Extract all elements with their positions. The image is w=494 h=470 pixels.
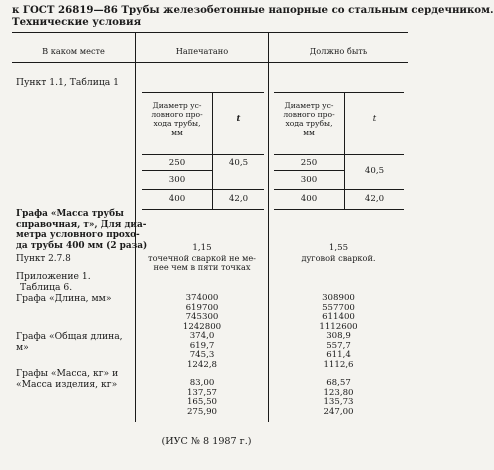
- grafa-total-length-label: Графа «Общая длина, м»: [16, 331, 123, 353]
- correct-row-250-rule: [274, 170, 344, 171]
- printed-diameter-header: Диаметр ус- ловного про- хода трубы, мм: [151, 101, 203, 137]
- printed-row-400-diam: 400: [168, 194, 186, 204]
- inner-correct-top: [274, 92, 404, 93]
- correct-row-250-diam: 250: [300, 158, 318, 168]
- inner-correct-divider: [344, 92, 345, 209]
- correct-row-250-t: 40,5: [364, 166, 385, 176]
- correct-t-header: t: [372, 114, 377, 124]
- printed-row-250-diam: 250: [168, 158, 186, 168]
- inner-printed-row-rule: [142, 189, 264, 190]
- mass-printed-list: 83,00 137,57 165,50 275,90: [186, 378, 218, 417]
- inner-printed-bottom: [142, 209, 264, 210]
- inner-correct-bottom: [274, 209, 404, 210]
- document-title: [12, 4, 494, 28]
- inner-correct-head-bottom: [274, 154, 404, 155]
- correct-mass-value: 1,55: [328, 243, 349, 253]
- inner-printed-divider: [212, 92, 213, 209]
- correct-diameter-header: Диаметр ус- ловного про- хода трубы, мм: [283, 101, 335, 137]
- column-header-printed: Напечатано: [175, 46, 229, 56]
- mass-correct-list: 68,57 123,80 135,73 247,00: [323, 378, 354, 417]
- total-correct-list: 308,9 557,7 611,4 1112,6: [323, 331, 354, 370]
- title-line-2: Технические условия: [12, 16, 142, 28]
- correct-weld-text: дуговой сваркой.: [301, 253, 376, 263]
- correct-row-400-t: 42,0: [364, 194, 385, 204]
- footer-note: (ИУС № 8 1987 г.): [161, 436, 252, 447]
- header-bottom-rule: [12, 62, 408, 63]
- printed-row-250-rule: [142, 170, 212, 171]
- total-printed-list: 374,0 619,7 745,3 1242,8: [186, 331, 218, 370]
- point-2-7-8-label: Пункт 2.7.8: [16, 254, 71, 264]
- grafa-mass-kg-label: Графы «Масса, кг» и «Масса изделия, кг»: [16, 368, 119, 390]
- grafa-mass-label: Графа «Масса трубы справочная, т», Для диа- метра условного прохо- да трубы 400 мм (2 раза): [16, 209, 148, 251]
- title-line-1: к ГОСТ 26819—86 Трубы железобетонные напорные со стальным сердечником.: [12, 4, 494, 16]
- correct-row-400-diam: 400: [300, 194, 318, 204]
- printed-row-250-t: 40,5: [228, 158, 249, 168]
- printed-weld-text: точечной сваркой не ме- нее чем в пяти точках: [148, 253, 256, 272]
- correct-row-300-diam: 300: [300, 175, 318, 185]
- inner-printed-head-bottom: [142, 154, 264, 155]
- inner-correct-row-rule: [274, 189, 404, 190]
- printed-mass-value: 1,15: [192, 243, 212, 253]
- length-printed-list: 374000 619700 745300 1242800: [182, 293, 222, 332]
- appendix-label: Приложение 1.: [16, 271, 91, 282]
- column-header-should-be: Должно быть: [309, 46, 368, 56]
- printed-row-300-diam: 300: [168, 175, 186, 185]
- printed-t-header: t: [236, 114, 241, 124]
- printed-row-400-t: 42,0: [228, 194, 249, 204]
- point-1-1-label: Пункт 1.1, Таблица 1: [16, 77, 119, 88]
- table-6-label: Таблица 6.: [20, 282, 73, 293]
- length-correct-list: 308900 557700 611400 1112600: [319, 293, 358, 332]
- inner-printed-top: [142, 92, 264, 93]
- column-header-where: В каком месте: [42, 46, 105, 56]
- grafa-length-label: Графа «Длина, мм»: [16, 293, 112, 304]
- top-rule: [12, 32, 408, 33]
